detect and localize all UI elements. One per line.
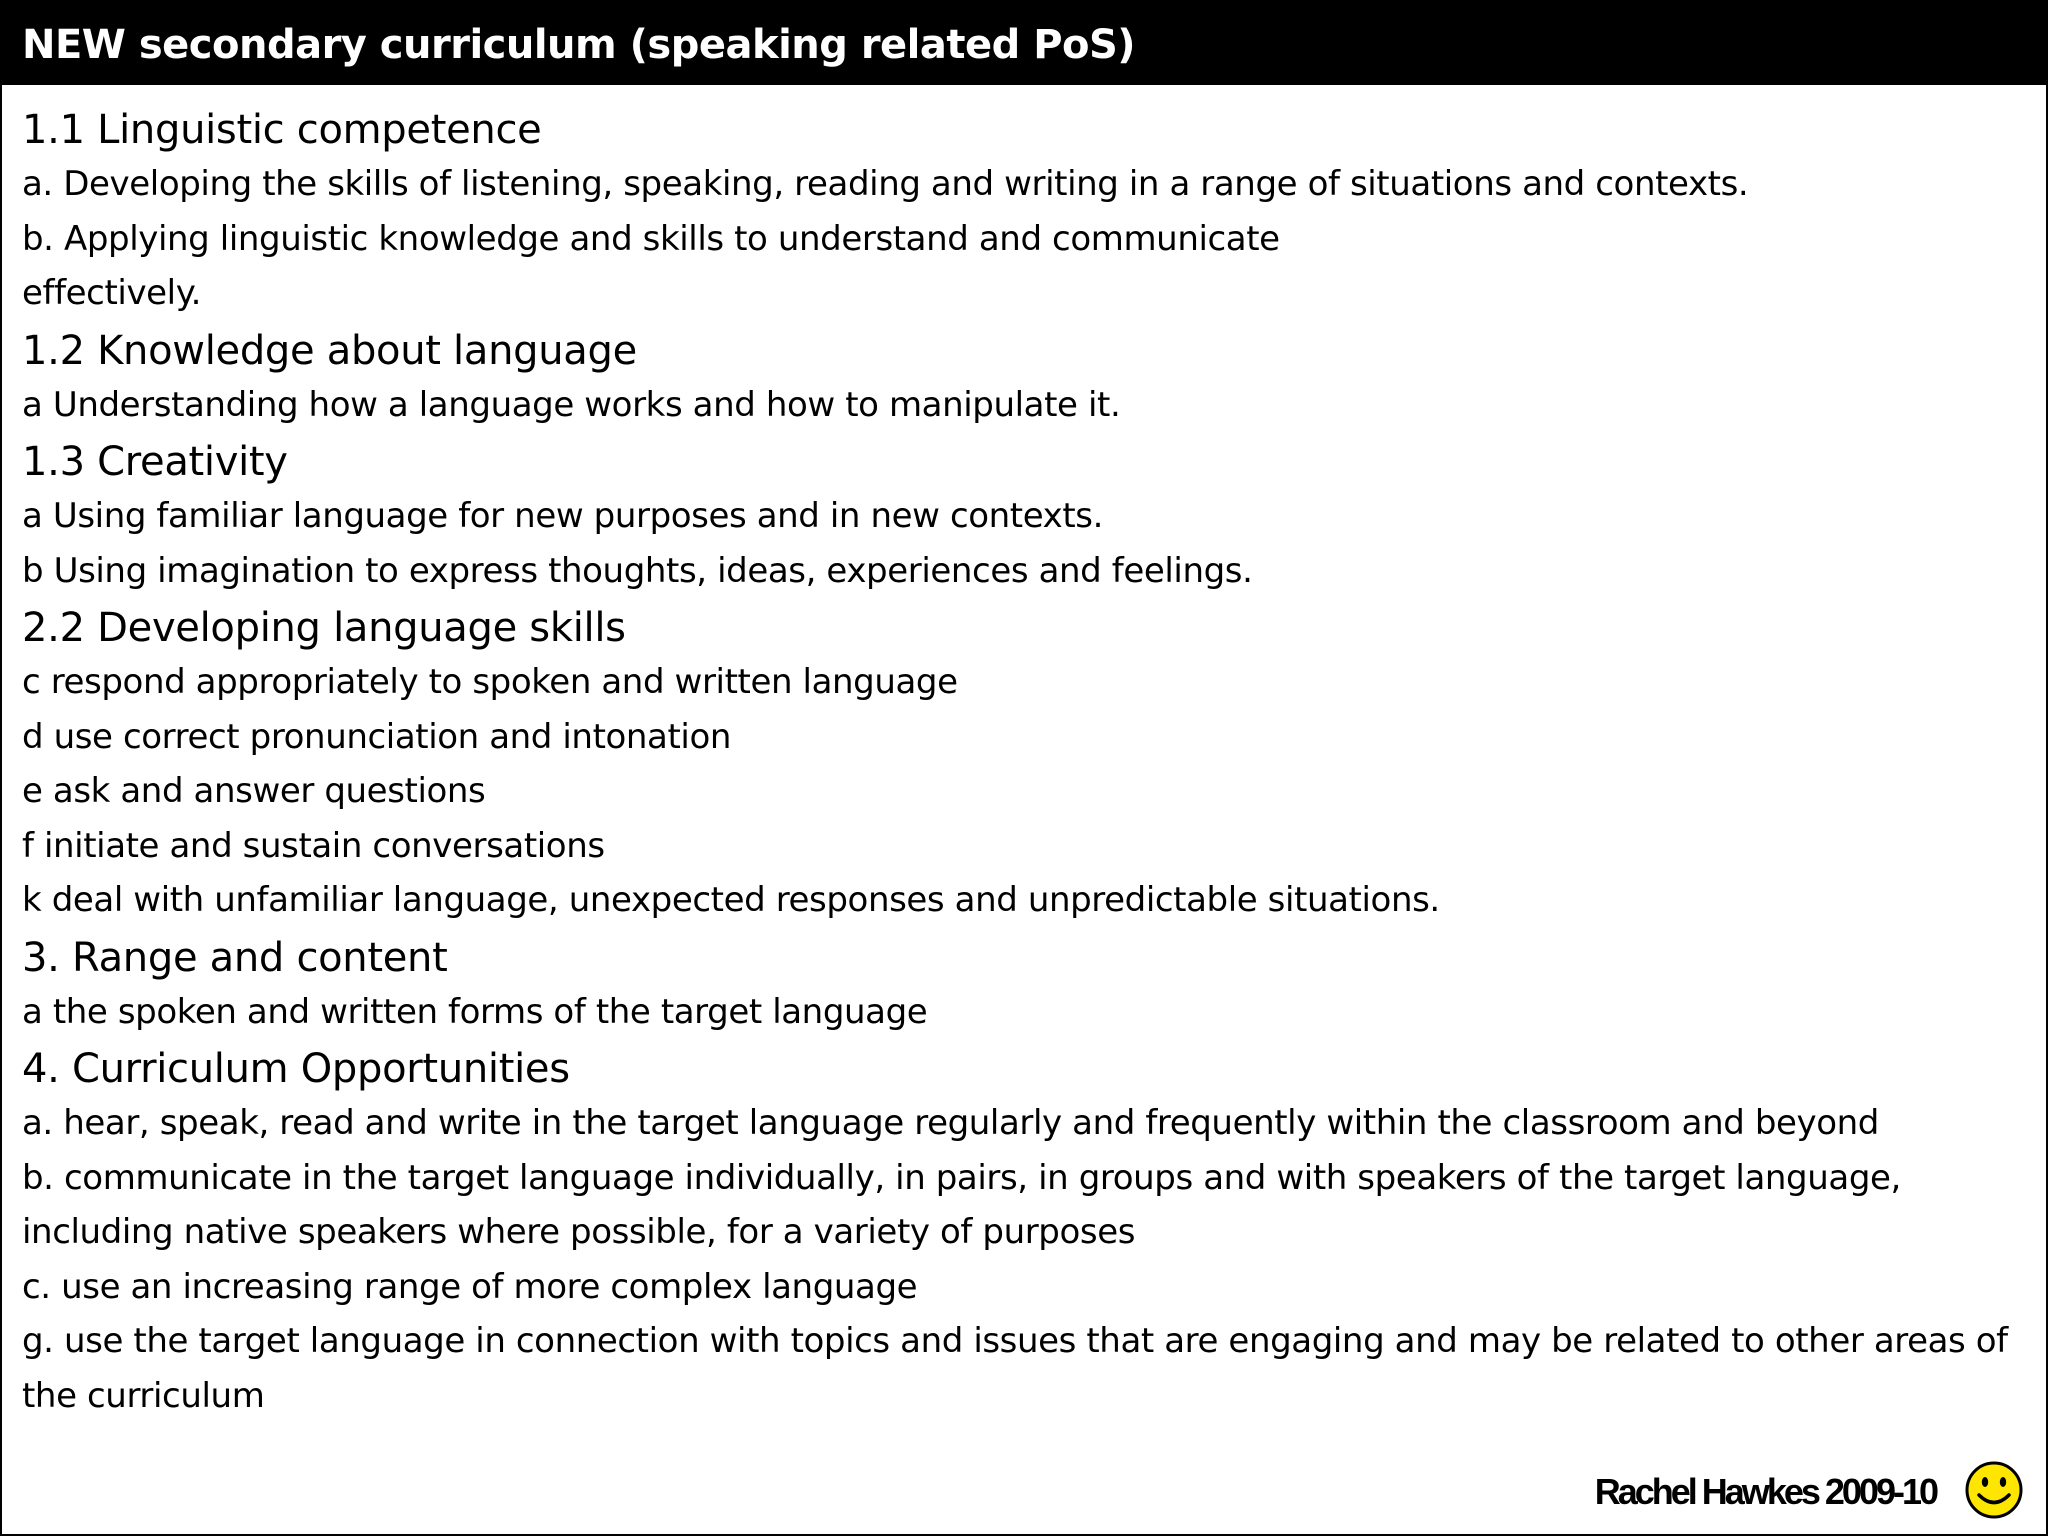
section-item: a the spoken and written forms of the target language bbox=[22, 991, 928, 1032]
section-item: k deal with unfamiliar language, unexpected responses and unpredictable situations. bbox=[22, 880, 1440, 920]
section-item: b. Applying linguistic knowledge and skills to understand and communicate effectively. bbox=[22, 218, 1280, 313]
section-heading: 2.2 Developing language skills bbox=[22, 605, 626, 651]
section-heading: 1.1 Linguistic competence bbox=[22, 107, 542, 153]
section-heading: 4. Curriculum Opportunities bbox=[22, 1046, 570, 1092]
section-item: c respond appropriately to spoken and written language bbox=[22, 662, 958, 702]
section-item: b Using imagination to express thoughts, ideas, experiences and feelings. bbox=[22, 550, 1253, 591]
section-linguistic-competence bbox=[22, 100, 2012, 321]
smiley-face-icon bbox=[1964, 1460, 2024, 1520]
section-item: a Understanding how a language works and how to manipulate it. bbox=[22, 384, 1121, 425]
section-heading: 1.2 Knowledge about language bbox=[22, 327, 637, 374]
section-creativity bbox=[22, 432, 2012, 598]
section-item: e ask and answer questions bbox=[22, 771, 486, 811]
slide-title: NEW secondary curriculum (speaking related PoS) bbox=[2, 2, 2046, 85]
author-signature: Rachel Hawkes 2009-10 bbox=[1594, 1471, 1936, 1512]
curriculum-content bbox=[22, 100, 2012, 1423]
section-range-and-content bbox=[22, 928, 2012, 1040]
section-item: c. use an increasing range of more complex language bbox=[22, 1266, 918, 1307]
section-item: a Using familiar language for new purposes and in new contexts. bbox=[22, 496, 1104, 536]
section-heading: 1.3 Creativity bbox=[22, 439, 288, 485]
section-item: f initiate and sustain conversations bbox=[22, 825, 605, 866]
section-heading: 3. Range and content bbox=[22, 934, 448, 981]
section-curriculum-opportunities bbox=[22, 1039, 2012, 1423]
section-knowledge-about-language bbox=[22, 321, 2012, 433]
section-item: b. communicate in the target language individually, in pairs, in groups and with speakers of the target language, including native speakers where possible, for a variety of purposes bbox=[22, 1157, 1901, 1252]
section-item: g. use the target language in connection with topics and issues that are engaging and may be related to other areas of the curriculum bbox=[22, 1321, 2008, 1416]
section-item: a. hear, speak, read and write in the target language regularly and frequently within the classroom and beyond bbox=[22, 1103, 1879, 1143]
section-developing-language-skills bbox=[22, 598, 2012, 928]
section-item: a. Developing the skills of listening, speaking, reading and writing in a range of situations and contexts. bbox=[22, 164, 1749, 204]
section-item: d use correct pronunciation and intonation bbox=[22, 716, 732, 757]
